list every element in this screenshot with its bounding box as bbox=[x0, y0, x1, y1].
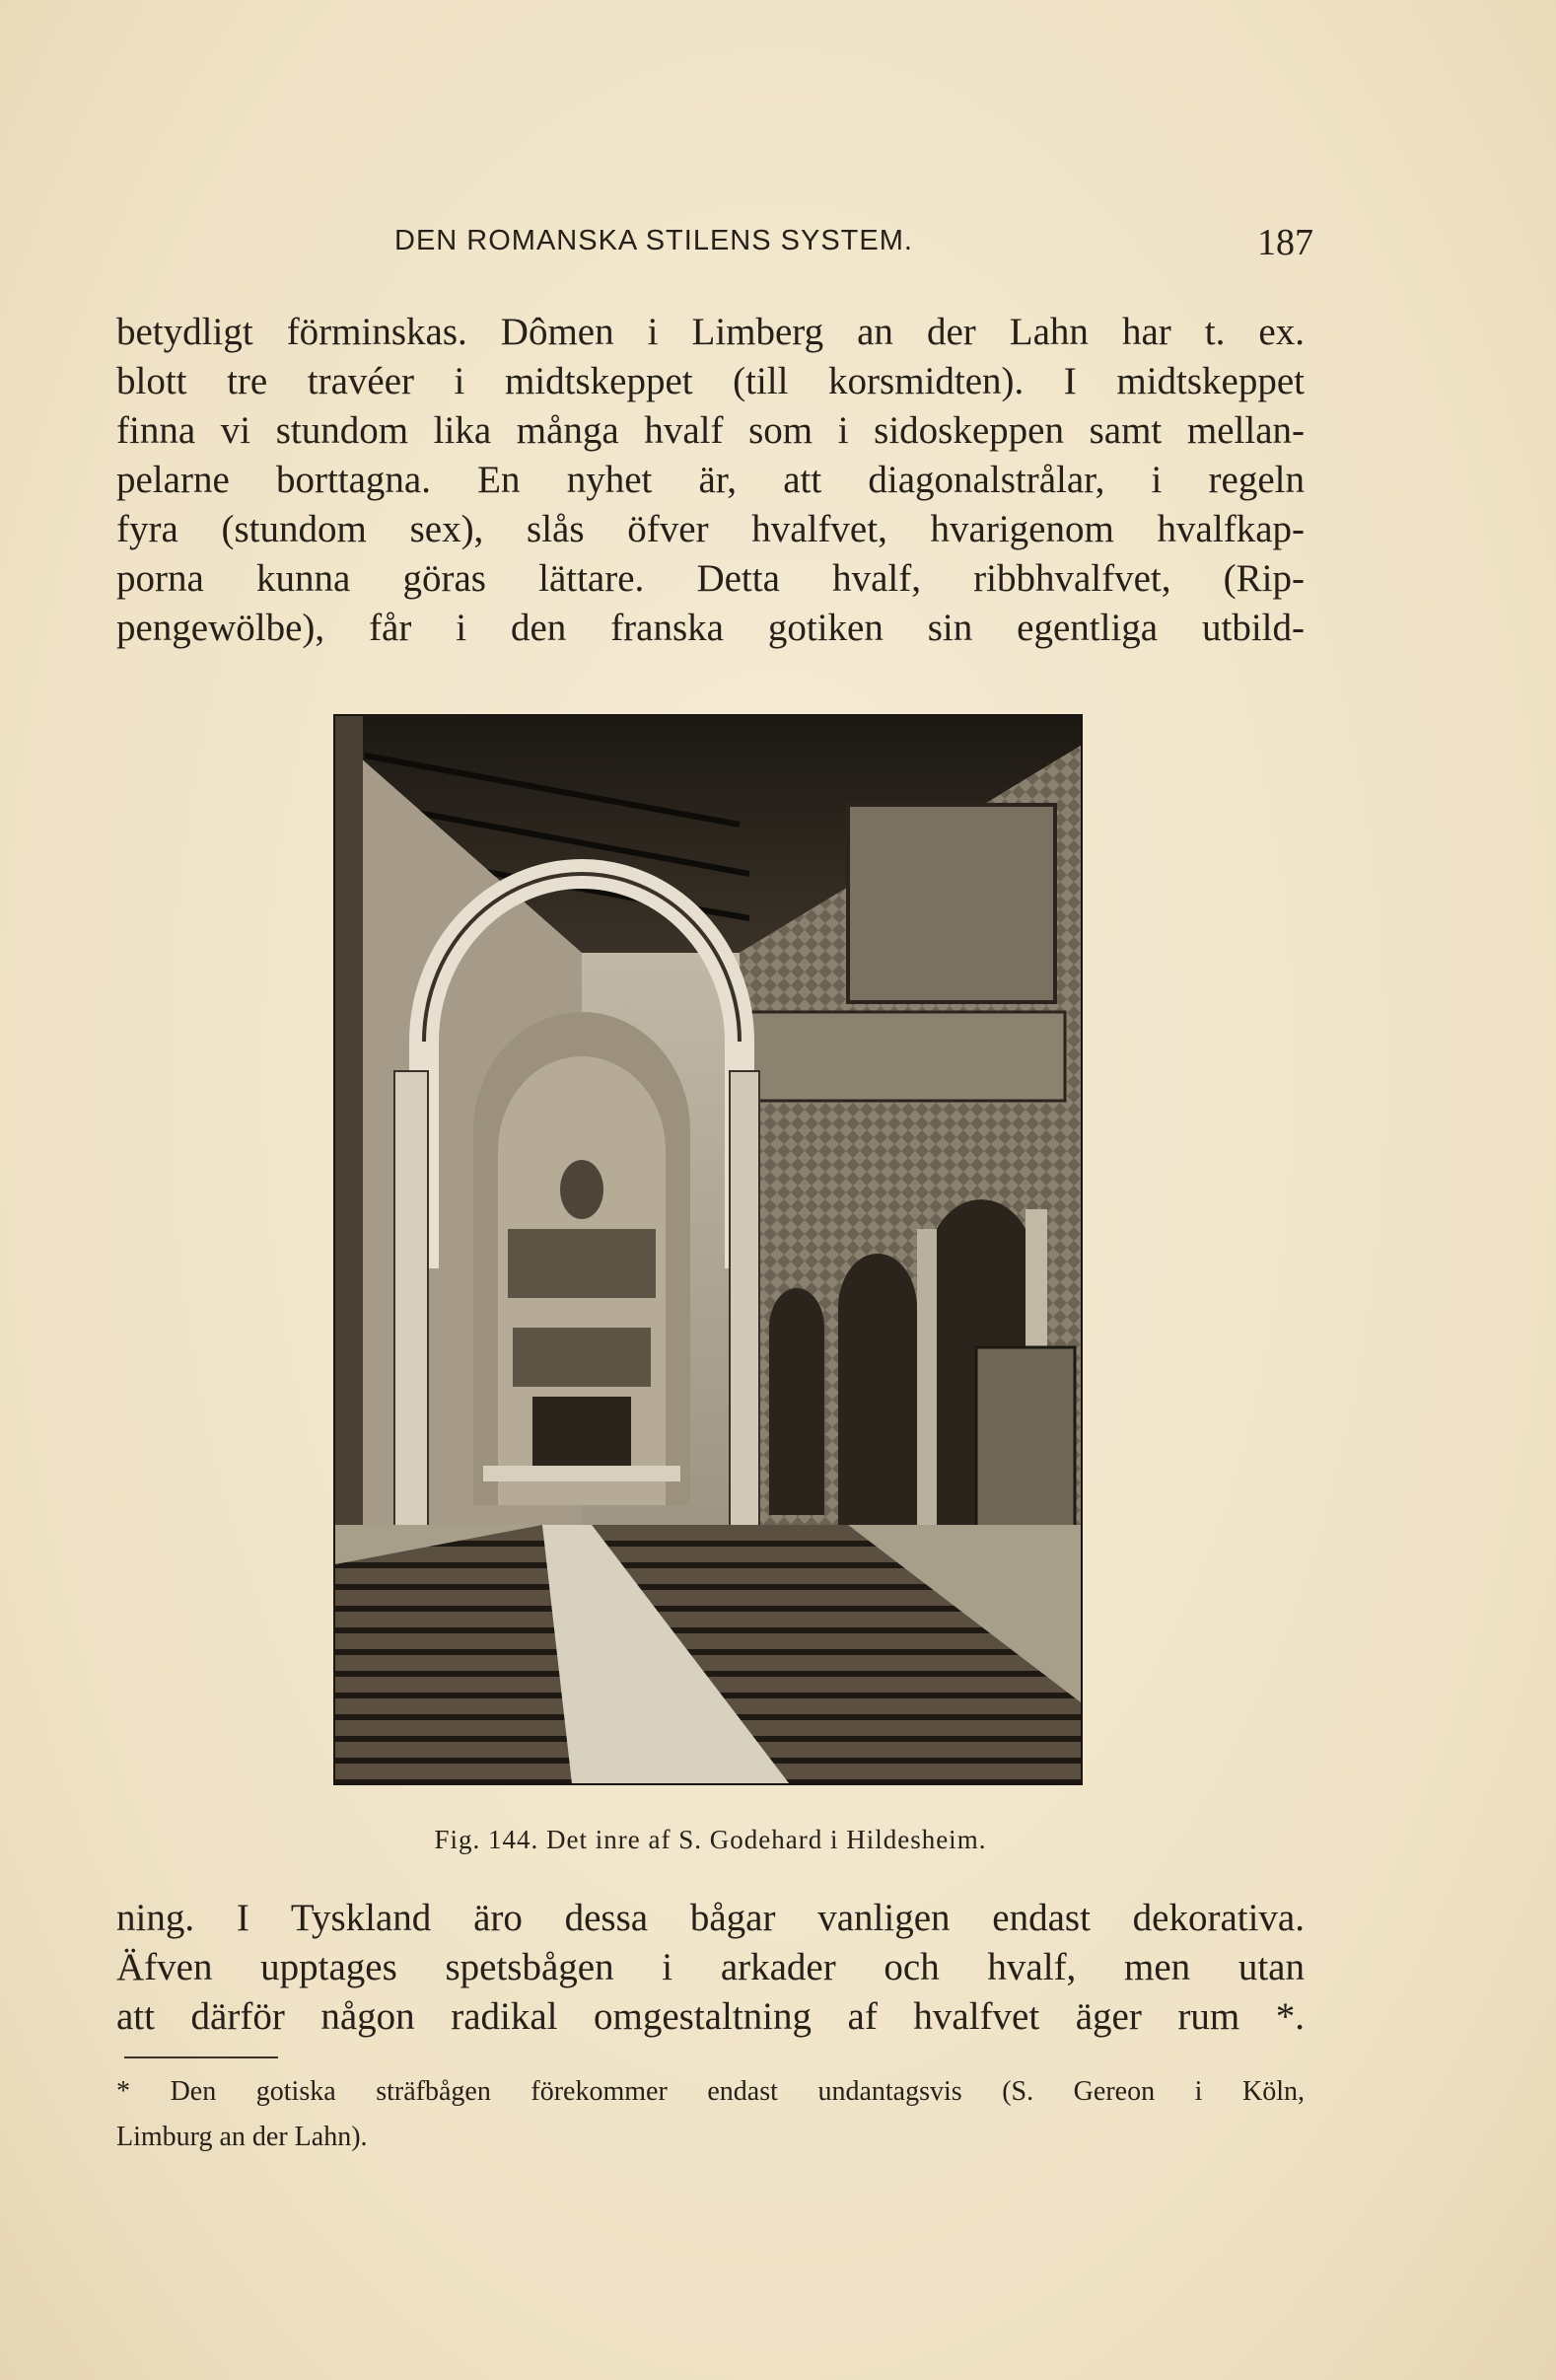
text-line: fyra (stundom sex), slås öfver hvalfvet, hvarigenom hvalfkap- bbox=[116, 508, 1305, 550]
text-line: ning. I Tyskland äro dessa bågar vanligen endast dekorativa. bbox=[116, 1897, 1305, 1939]
text-line: betydligt förminskas. Dômen i Limberg an der Lahn har t. ex. bbox=[116, 311, 1305, 353]
text-line: att därför någon radikal omgestaltning af hvalfvet äger rum *. bbox=[116, 1995, 1305, 2038]
text-line: porna kunna göras lättare. Detta hvalf, ribbhvalfvet, (Rip- bbox=[116, 557, 1305, 600]
nave-engraving bbox=[335, 716, 1081, 1783]
text-line: pengewölbe), får i den franska gotiken sin egentliga utbild- bbox=[116, 607, 1305, 649]
footnote-divider bbox=[124, 2056, 278, 2058]
footnote-line: Limburg an der Lahn). bbox=[116, 2122, 368, 2152]
text-line: pelarne borttagna. En nyhet är, att diagonalstrålar, i regeln bbox=[116, 459, 1305, 501]
text-line: finna vi stundom lika många hvalf som i sidoskeppen samt mellan- bbox=[116, 409, 1305, 452]
church-interior-illustration bbox=[333, 714, 1083, 1785]
running-head bbox=[394, 222, 1313, 276]
text-line: Äfven upptages spetsbågen i arkader och hvalf, men utan bbox=[116, 1946, 1305, 1988]
paragraph-bottom bbox=[116, 1894, 1305, 2042]
page-number: 187 bbox=[1257, 222, 1313, 263]
paragraph-top bbox=[116, 308, 1305, 653]
running-head-title: DEN ROMANSKA STILENS SYSTEM. bbox=[394, 225, 913, 256]
figure-caption: Fig. 144. Det inre af S. Godehard i Hildesheim. bbox=[434, 1825, 987, 1854]
footnote bbox=[116, 2069, 1305, 2160]
text-line: blott tre travéer i midtskeppet (till korsmidten). I midtskeppet bbox=[116, 360, 1305, 402]
footnote-line: * Den gotiska sträfbågen förekommer endast undantagsvis (S. Gereon i Köln, bbox=[116, 2076, 1305, 2107]
